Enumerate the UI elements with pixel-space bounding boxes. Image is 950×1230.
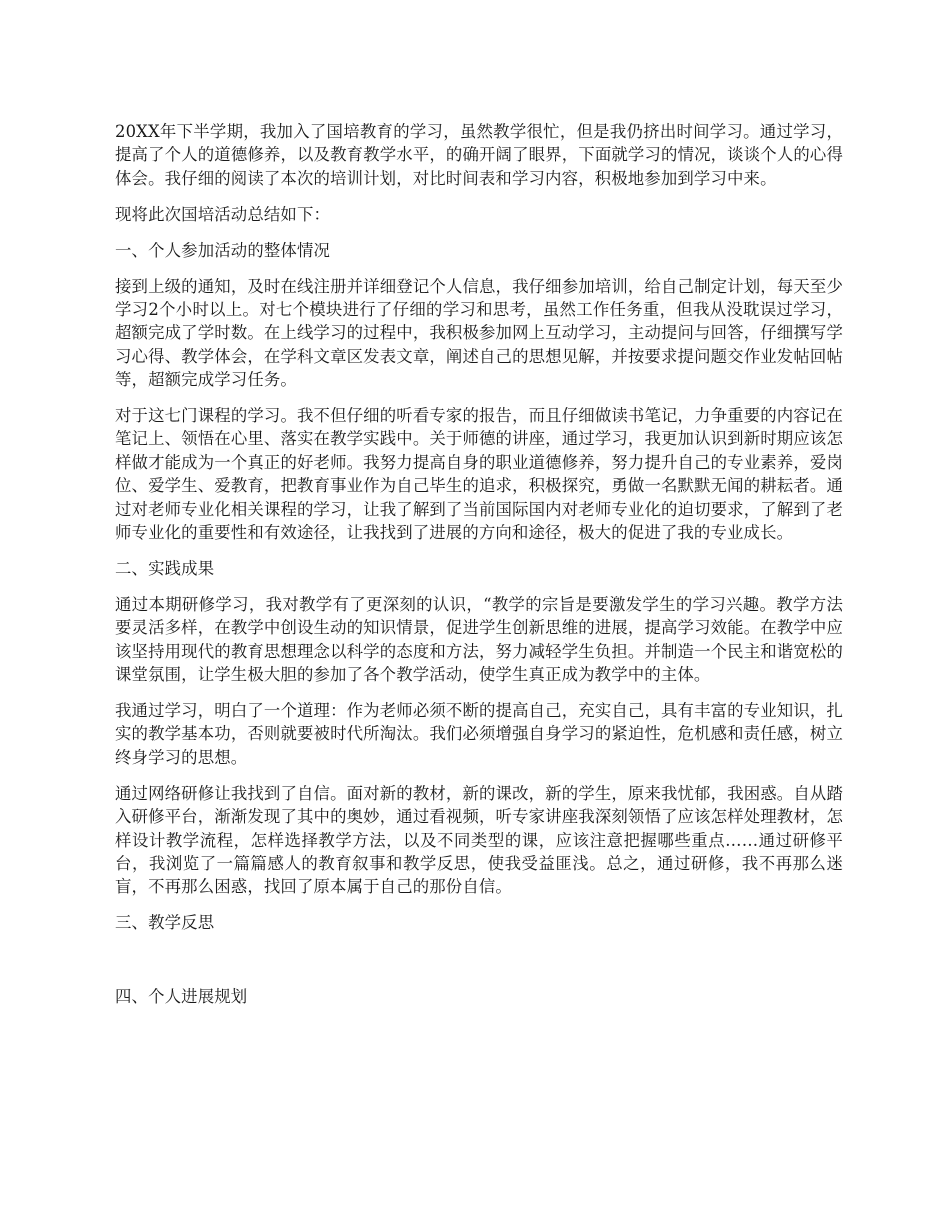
body-paragraph-registration: 接到上级的通知，及时在线注册并详细登记个人信息，我仔细参加培训，给自己制定计划，每天至少学习2个小时以上。对七个模块进行了仔细的学习和思考，虽然工作任务重，但我从没耽误过学习，超额完成了学时数。在上线学习的过程中，我积极参加网上互动学习，主动提问与回答，仔细撰写学习心得、教学体会，在学科文章区发表文章，阐述自己的思想见解，并按要求提问题交作业发帖回帖等，超额完成学习任务。 [115, 276, 843, 390]
summary-lead-paragraph: 现将此次国培活动总结如下： [115, 204, 331, 224]
section-heading-plan: 四、个人进展规划 [115, 986, 248, 1006]
body-paragraph-confidence: 通过网络研修让我找到了自信。面对新的教材，新的课改，新的学生，原来我忧郁，我困惑。自从踏入研修平台，渐渐发现了其中的奥妙，通过看视频，听专家讲座我深刻领悟了应该怎样处理教材，怎样设计教学流程，怎样选择教学方法，以及不同类型的课，应该注意把握哪些重点……通过研修平台，我浏览了一篇篇感人的教育叙事和教学反思，使我受益匪浅。总之，通过研修，我不再那么迷盲，不再那么困惑，找回了原本属于自己的那份自信。 [115, 783, 843, 897]
body-paragraph-lifelong-learning: 我通过学习，明白了一个道理：作为老师必须不断的提高自己，充实自己，具有丰富的专业知识，扎实的教学基本功，否则就要被时代所淘汰。我们必须增强自身学习的紧迫性，危机感和责任感，树立终身学习的思想。 [115, 701, 843, 767]
section-heading-overall: 一、个人参加活动的整体情况 [115, 240, 331, 260]
section-heading-practice: 二、实践成果 [115, 559, 215, 578]
body-paragraph-teaching-insight: 通过本期研修学习，我对教学有了更深刻的认识，“教学的宗旨是要激发学生的学习兴趣。教学方法要灵活多样，在教学中创设生动的知识情景，促进学生创新思维的进展，提高学习效能。在教学中应该坚持用现代的教育思想理念以科学的态度和方法，努力减轻学生负担。并制造一个民主和谐宽松的课堂氛围，让学生极大胆的参加了各个教学活动，使学生真正成为教学中的主体。 [115, 594, 843, 685]
body-paragraph-courses: 对于这七门课程的学习。我不但仔细的听看专家的报告，而且仔细做读书笔记，力争重要的内容记在笔记上、领悟在心里、落实在教学实践中。关于师德的讲座，通过学习，我更加认识到新时期应该怎样做才能成为一个真正的好老师。我努力提高自身的职业道德修养，努力提升自己的专业素养，爱岗位、爱学生、爱教育，把教育事业作为自己毕生的追求，积极探究，勇做一名默默无闻的耕耘者。通过对老师专业化相关课程的学习，让我了解到了当前国际国内对老师专业化的迫切要求，了解到了老师专业化的重要性和有效途径，让我找到了进展的方向和途径，极大的促进了我的专业成长。 [115, 406, 843, 543]
section-heading-reflection: 三、教学反思 [115, 913, 215, 933]
intro-paragraph: 20XX年下半学期，我加入了国培教育的学习，虽然教学很忙，但是我仍挤出时间学习。通过学习，提高了个人的道德修养，以及教育教学水平，的确开阔了眼界，下面就学习的情况，谈谈个人的心得体会。我仔细的阅读了本次的培训计划，对比时间表和学习内容，积极地参加到学习中来。 [115, 122, 843, 188]
document-body [115, 120, 843, 1021]
